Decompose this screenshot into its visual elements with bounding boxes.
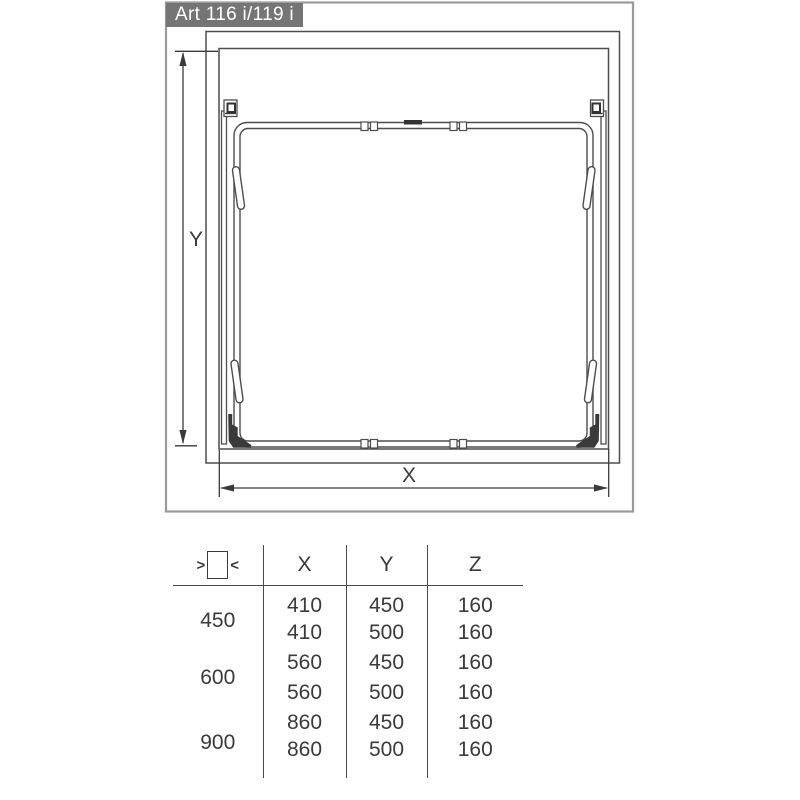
- slide-rail: [222, 111, 227, 444]
- z-value-cell: 160: [427, 708, 523, 738]
- z-value-cell: 160: [427, 738, 523, 778]
- table-row: [173, 648, 523, 678]
- x-value-cell: 410: [263, 586, 346, 619]
- cabinet-width-cell: 450: [200, 609, 236, 632]
- y-value-cell: 500: [346, 678, 427, 708]
- cabinet-width-cell: 900: [200, 731, 236, 754]
- x-value-cell: 560: [263, 648, 346, 678]
- cabinet-outer-edge: [206, 32, 620, 464]
- column-header-x: X: [263, 545, 346, 586]
- cabinet-width-header: [173, 545, 263, 586]
- dimension-table: [173, 545, 523, 778]
- cabinet-width-icon: [173, 551, 263, 579]
- left-chevron-icon: >: [196, 556, 206, 574]
- x-value-cell: 410: [263, 618, 346, 648]
- table-row: [173, 586, 523, 619]
- column-header-z: Z: [427, 545, 523, 586]
- mounting-clip-top: [224, 100, 237, 117]
- y-value-cell: 450: [346, 708, 427, 738]
- x-value-cell: 860: [263, 708, 346, 738]
- x-dim-arrow-right: [594, 484, 608, 491]
- x-value-cell: 560: [263, 678, 346, 708]
- left-side-hardware: [222, 100, 378, 448]
- y-value-cell: 500: [346, 618, 427, 648]
- article-number-label: Art 116 i/119 i: [166, 3, 303, 27]
- frame-outer-tube: [234, 123, 593, 448]
- z-value-cell: 160: [427, 678, 523, 708]
- x-value-cell: 860: [263, 738, 346, 778]
- z-value-cell: 160: [427, 618, 523, 648]
- y-value-cell: 450: [346, 586, 427, 619]
- z-value-cell: 160: [427, 586, 523, 619]
- y-value-cell: 450: [346, 648, 427, 678]
- frame-inner-tube: [240, 129, 587, 442]
- cabinet-width-cell: 600: [200, 666, 236, 689]
- table-header-row: [173, 545, 523, 586]
- y-dim-arrow-down: [179, 430, 186, 444]
- z-value-cell: 160: [427, 648, 523, 678]
- pullout-frame: [234, 123, 593, 448]
- frame-clip-pair-top: [361, 122, 378, 131]
- right-chevron-icon: <: [230, 556, 240, 574]
- top-center-fixing-plate: [404, 120, 422, 125]
- right-side-hardware: [450, 100, 606, 448]
- y-value-cell: 500: [346, 738, 427, 778]
- x-dim-arrow-left: [220, 484, 234, 491]
- x-dimension-label: X: [401, 464, 417, 487]
- cabinet-inner-edge: [219, 49, 609, 450]
- lift-arm-lower: [231, 360, 244, 404]
- y-dimension-label: Y: [188, 228, 204, 251]
- y-dim-arrow-up: [179, 52, 186, 66]
- cabinet-box-icon: [207, 551, 228, 579]
- cabinet-outline: [206, 32, 620, 464]
- column-header-y: Y: [346, 545, 427, 586]
- table-row: [173, 708, 523, 738]
